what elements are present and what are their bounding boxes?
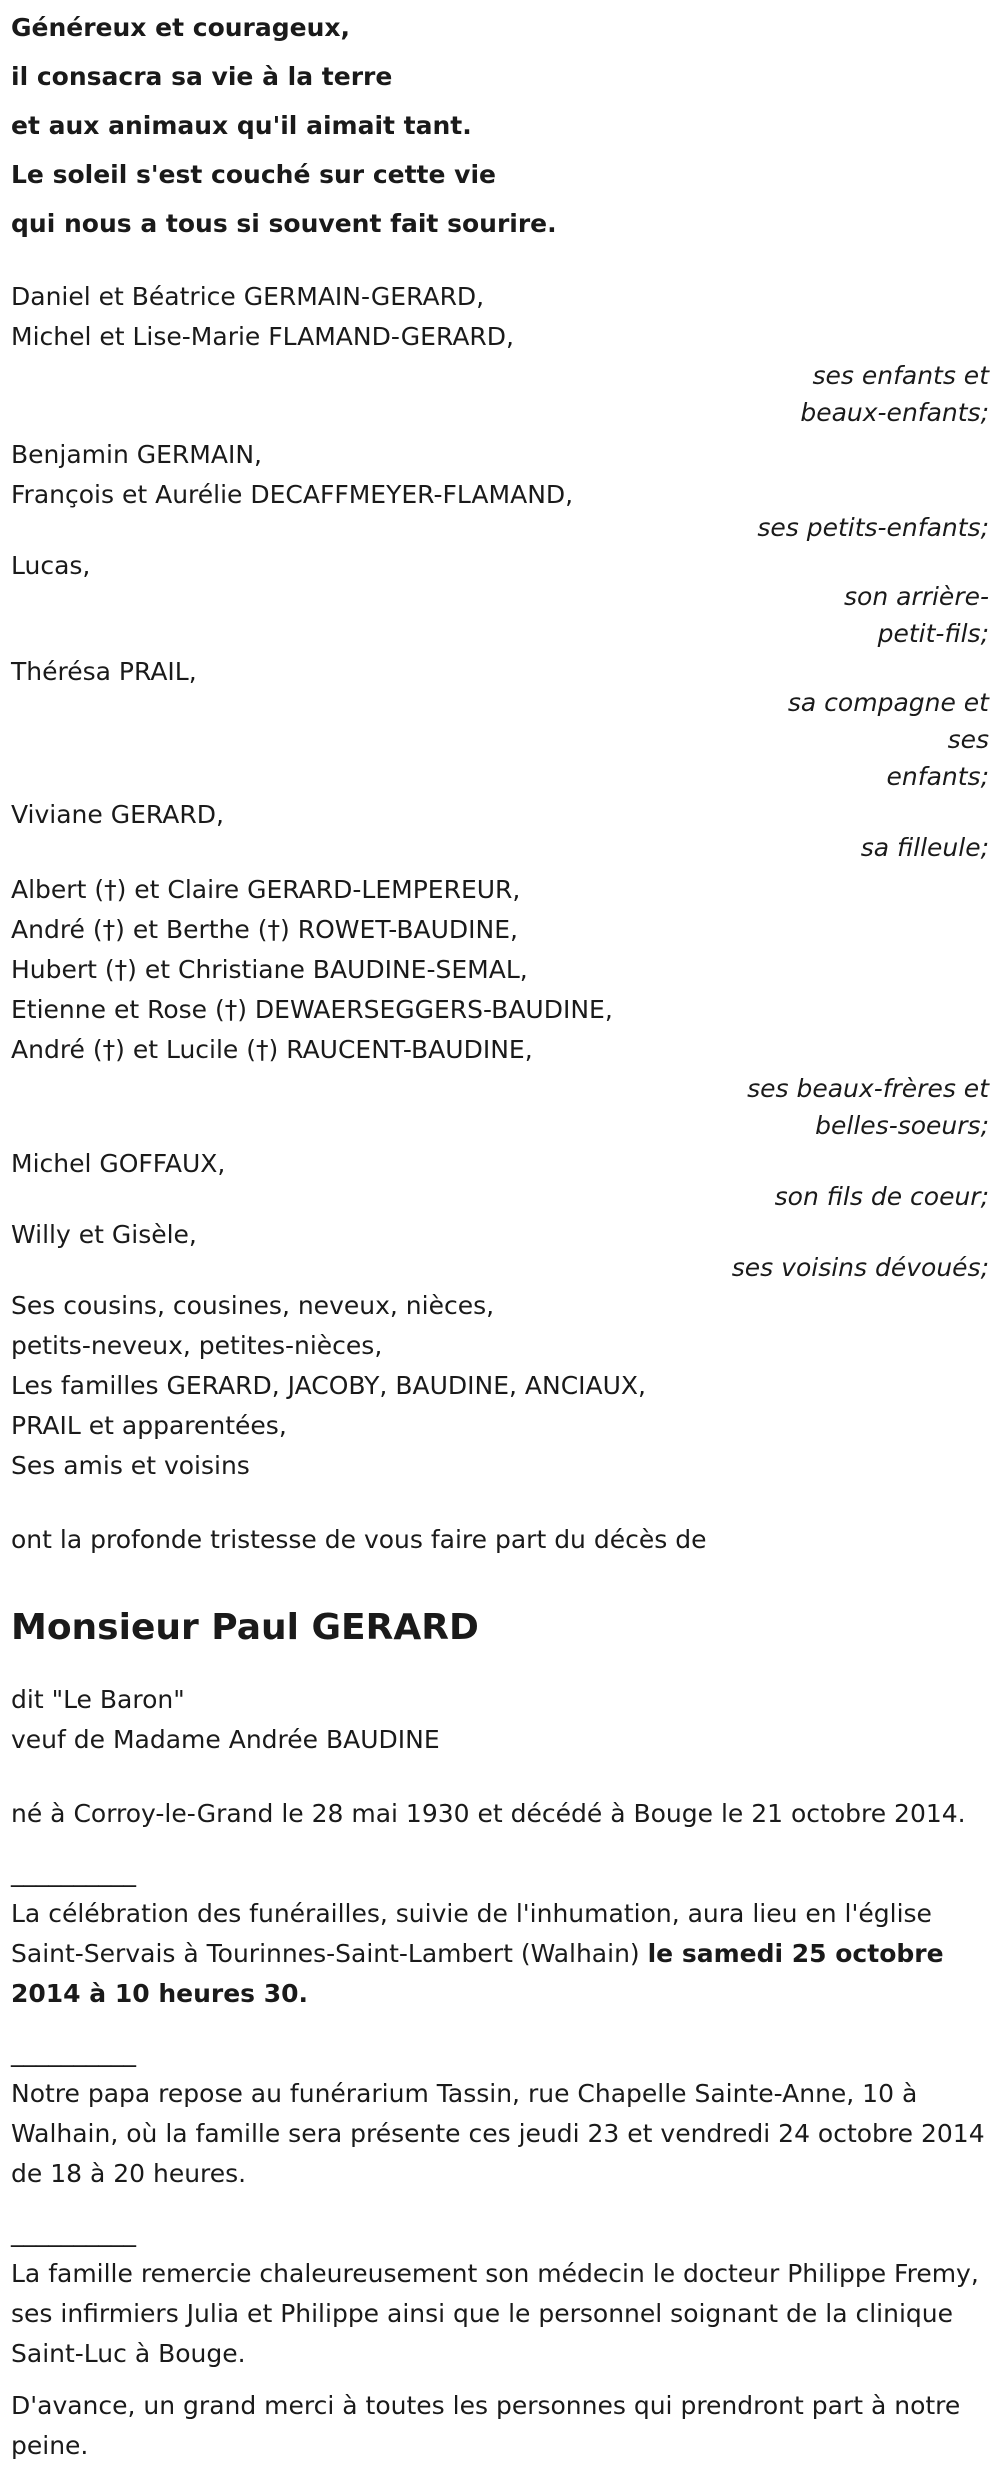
relatives-line: Les familles GERARD, JACOBY, BAUDINE, ANCIAUX, bbox=[11, 1371, 646, 1400]
poem-line: qui nous a tous si souvent fait sourire. bbox=[11, 209, 557, 238]
visitation-info: Notre papa repose au funérarium Tassin, rue Chapelle Sainte-Anne, 10 à Walhain, où la famille sera présente ces jeudi 23 et vendredi 24 octobre 2014 de 18 à 20 heures. bbox=[11, 2079, 985, 2188]
family-group bbox=[11, 1215, 989, 1286]
nickname: dit "Le Baron" bbox=[11, 1685, 185, 1714]
role-line: son fils de coeur; bbox=[774, 1182, 989, 1211]
family-name: Michel et Lise-Marie FLAMAND-GERARD, bbox=[11, 322, 514, 351]
family-name: Lucas, bbox=[11, 551, 91, 580]
role-line: ses enfants et bbox=[812, 361, 989, 390]
family-role bbox=[11, 357, 989, 431]
family-name: Daniel et Béatrice GERMAIN-GERARD, bbox=[11, 282, 485, 311]
family-name: Benjamin GERMAIN, bbox=[11, 440, 262, 469]
family-name: Willy et Gisèle, bbox=[11, 1220, 197, 1249]
poem-line: Généreux et courageux, bbox=[11, 13, 351, 42]
family-role bbox=[11, 578, 989, 652]
thanks: La famille remercie chaleureusement son médecin le docteur Philippe Fremy, ses infirmiers Julia et Philippe ainsi que le personnel soignant de la clinique Saint-Luc à Bouge. bbox=[11, 2259, 979, 2368]
deceased-name: Monsieur Paul GERARD bbox=[11, 1607, 479, 1648]
role-line: sa filleule; bbox=[860, 833, 989, 862]
family-name: Hubert (†) et Christiane BAUDINE-SEMAL, bbox=[11, 955, 528, 984]
family-name: Albert (†) et Claire GERARD-LEMPEREUR, bbox=[11, 875, 521, 904]
relatives-line: petits-neveux, petites-nièces, bbox=[11, 1331, 383, 1360]
role-line: sa compagne et ses bbox=[787, 688, 989, 754]
role-line: son arrière- bbox=[844, 582, 989, 611]
family-name: André (†) et Berthe (†) ROWET-BAUDINE, bbox=[11, 915, 518, 944]
family-role bbox=[11, 1070, 989, 1144]
closing: D'avance, un grand merci à toutes les personnes qui prendront part à notre peine. bbox=[11, 2391, 961, 2460]
family-name: François et Aurélie DECAFFMEYER-FLAMAND, bbox=[11, 480, 574, 509]
family-group bbox=[11, 795, 989, 866]
poem bbox=[11, 0, 989, 248]
relatives-line: Ses amis et voisins bbox=[11, 1451, 250, 1480]
widower-line: veuf de Madame Andrée BAUDINE bbox=[11, 1725, 440, 1754]
role-line: ses petits-enfants; bbox=[757, 513, 989, 542]
separator: __________ bbox=[11, 1858, 136, 1887]
family-name: Viviane GERARD, bbox=[11, 800, 224, 829]
birth-death: né à Corroy-le-Grand le 28 mai 1930 et décédé à Bouge le 21 octobre 2014. bbox=[11, 1799, 966, 1828]
announcement: ont la profonde tristesse de vous faire part du décès de bbox=[11, 1525, 707, 1554]
funeral-info bbox=[11, 1894, 989, 2014]
family-name: Michel GOFFAUX, bbox=[11, 1149, 226, 1178]
family-group bbox=[11, 277, 989, 431]
role-line: beaux-enfants; bbox=[800, 398, 989, 427]
family-name: André (†) et Lucile (†) RAUCENT-BAUDINE, bbox=[11, 1035, 533, 1064]
role-line: belles-soeurs; bbox=[815, 1111, 989, 1140]
funeral-date: le samedi 25 octobre 2014 à 10 heures 30. bbox=[11, 1939, 944, 2008]
role-line: petit-fils; bbox=[877, 619, 989, 648]
separator: __________ bbox=[11, 2218, 136, 2247]
deceased-details bbox=[11, 1680, 989, 1760]
family-name: Etienne et Rose (†) DEWAERSEGGERS-BAUDINE, bbox=[11, 995, 613, 1024]
family-group bbox=[11, 870, 989, 1144]
funeral-text: La célébration des funérailles, suivie de l'inhumation, aura lieu en l'église Saint-Servais à Tourinnes-Saint-Lambert (Walhain) bbox=[11, 1899, 932, 1968]
family-group bbox=[11, 435, 989, 546]
role-line: ses beaux-frères et bbox=[747, 1074, 989, 1103]
relatives-line: Ses cousins, cousines, neveux, nièces, bbox=[11, 1291, 495, 1320]
family-group bbox=[11, 652, 989, 795]
role-line: enfants; bbox=[886, 762, 989, 791]
poem-line: il consacra sa vie à la terre bbox=[11, 62, 393, 91]
separator: __________ bbox=[11, 2038, 136, 2067]
family-group bbox=[11, 546, 989, 652]
other-relatives bbox=[11, 1286, 989, 1486]
family-role bbox=[11, 684, 989, 795]
relatives-line: PRAIL et apparentées, bbox=[11, 1411, 287, 1440]
family-name: Thérésa PRAIL, bbox=[11, 657, 197, 686]
poem-line: et aux animaux qu'il aimait tant. bbox=[11, 111, 472, 140]
poem-line: Le soleil s'est couché sur cette vie bbox=[11, 160, 496, 189]
family-group bbox=[11, 1144, 989, 1215]
role-line: ses voisins dévoués; bbox=[731, 1253, 989, 1282]
